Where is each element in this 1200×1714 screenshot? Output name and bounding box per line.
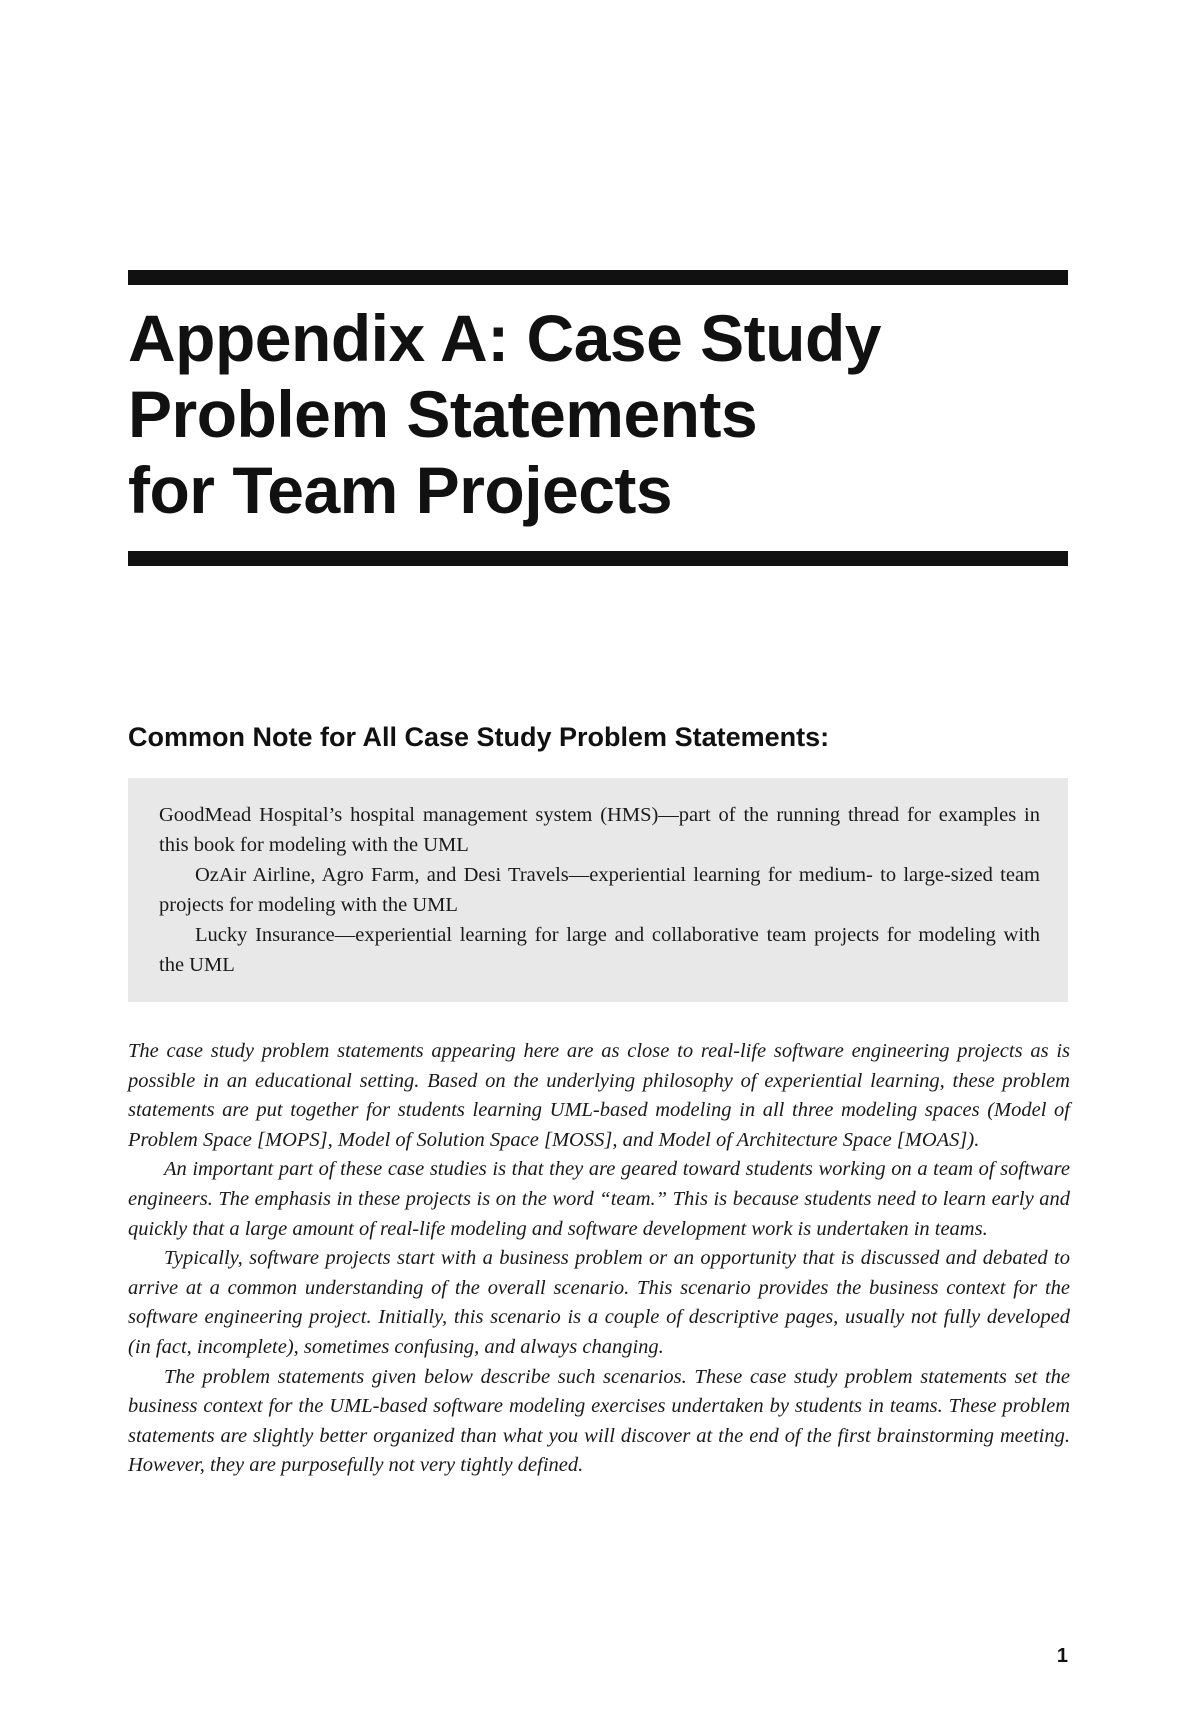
- note-box: [128, 778, 1068, 1002]
- body-paragraph: Typically, software projects start with a business problem or an opportunity that is discussed and debated to arrive at a common understanding of the overall scenario. This scenario provides the business context for the software engineering project. Initially, this scenario is a couple of descriptive pages, usually not fully developed (in fact, incomplete), sometimes confusing, and always changing.: [128, 1247, 1070, 1358]
- chapter-title: [128, 300, 1068, 528]
- note-paragraph: Lucky Insurance—experiential learning for large and collaborative team projects for modeling with the UML: [159, 924, 1040, 976]
- note-paragraph: GoodMead Hospital’s hospital management system (HMS)—part of the running thread for examples in this book for modeling with the UML: [159, 804, 1040, 856]
- chapter-title-line: for Team Projects: [128, 453, 673, 527]
- chapter-title-line: Problem Statements: [128, 377, 758, 451]
- body-paragraph: The problem statements given below describe such scenarios. These case study problem statements set the business context for the UML-based software modeling exercises undertaken by students in teams. These problem statements are slightly better organized than what you will discover at the end of the first brainstorming meeting. However, they are purposefully not very tightly defined.: [128, 1365, 1070, 1477]
- body-text: [128, 1037, 1070, 1481]
- title-rule-top: [128, 270, 1068, 285]
- body-paragraph: The case study problem statements appearing here are as close to real-life software engineering projects as is possible in an educational setting. Based on the underlying philosophy of experiential learning, these problem statements are put together for students learning UML-based modeling in all three modeling spaces (Model of Problem Space [MOPS], Model of Solution Space [MOSS], and Model of Architecture Space [MOAS]).: [128, 1040, 1070, 1151]
- body-paragraph: An important part of these case studies is that they are geared toward students working on a team of software engineers. The emphasis in these projects is on the word “team.” This is because students need to learn early and quickly that a large amount of real-life modeling and software development work is undertaken in teams.: [128, 1158, 1070, 1240]
- chapter-title-line: Appendix A: Case Study: [128, 301, 881, 375]
- title-rule-bottom: [128, 551, 1068, 566]
- page-number: 1: [1056, 1645, 1068, 1667]
- section-heading: Common Note for All Case Study Problem Statements:: [128, 722, 830, 752]
- note-paragraph: OzAir Airline, Agro Farm, and Desi Travels—experiential learning for medium- to large-sized team projects for modeling with the UML: [159, 864, 1040, 916]
